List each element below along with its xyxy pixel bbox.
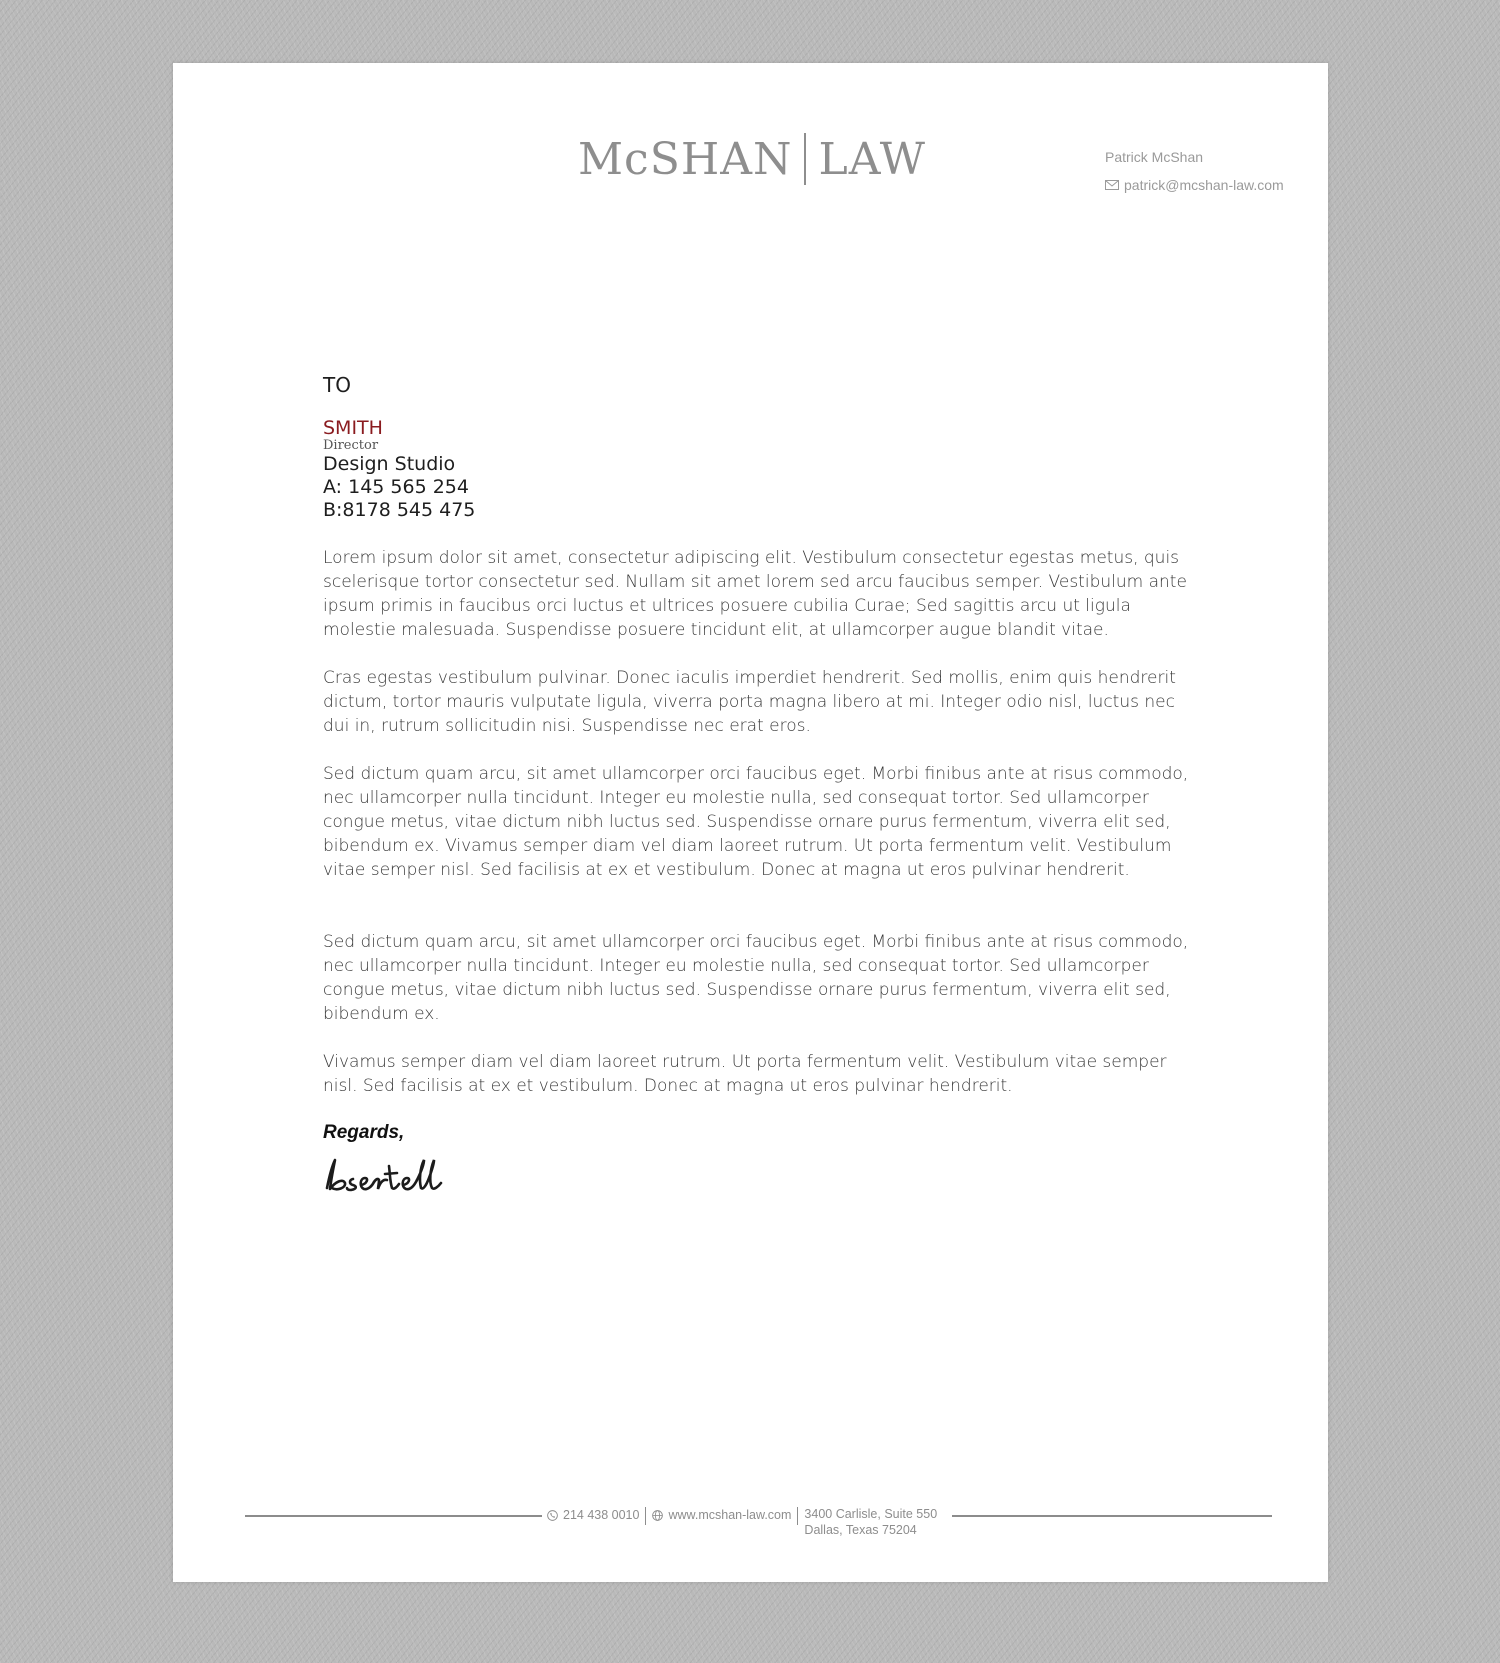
footer-phone <box>547 1505 639 1525</box>
footer-website <box>652 1505 791 1525</box>
recipient-company: Design Studio <box>323 453 456 475</box>
body-paragraph: Vivamus semper diam vel diam laoreet rutrum. Ut porta fermentum velit. Vestibulum vitae semper nisl. Sed facilisis at ex et vestibulum. Donec at magna ut eros pulvinar hendrerit. <box>323 1052 1167 1096</box>
handwritten-signature <box>323 1154 453 1194</box>
phone-icon <box>547 1510 558 1521</box>
globe-icon <box>652 1510 663 1521</box>
footer-address <box>804 1505 937 1538</box>
body-paragraph: Cras egestas vestibulum pulvinar. Donec iaculis imperdiet hendrerit. Sed mollis, enim quis hendrerit dictum, tortor mauris vulputate ligula, viverra porta magna libero at mi. Integer odio nisl, luctus nec dui in, rutrum sollicitudin nisi. Suspendisse nec erat eros. <box>323 668 1176 736</box>
contact-email[interactable]: patrick@mcshan-law.com <box>1124 177 1284 193</box>
footer-contact <box>547 1505 937 1545</box>
letter-body <box>323 546 1223 1098</box>
footer-rule-right <box>952 1515 1272 1517</box>
recipient-phone-a: A: 145 565 254 <box>323 476 469 498</box>
letterhead-page <box>173 63 1328 1582</box>
contact-email-row <box>1105 171 1284 199</box>
letter-footer <box>245 1505 1272 1545</box>
body-paragraph: Lorem ipsum dolor sit amet, consectetur adipiscing elit. Vestibulum consectetur egestas metus, quis scelerisque tortor consectetur sed. Nullam sit amet lorem sed arcu faucibus semper. Vestibulum ante ipsum primis in faucibus orci luctus et ultrices posuere cubilia Curae; Sed sagittis arcu ut ligula molestie malesuada. Suspendisse posuere tincidunt elit, at ullamcorper augue blandit vitae. <box>323 548 1187 640</box>
footer-divider <box>797 1507 798 1525</box>
recipient-block <box>323 417 1223 522</box>
body-paragraph: Sed dictum quam arcu, sit amet ullamcorper orci faucibus eget. Morbi finibus ante at risus commodo, nec ullamcorper nulla tincidunt. Integer eu molestie nulla, sed consequat tortor. Sed ullamcorper congue metus, vitae dictum nibh luctus sed. Suspendisse ornare purus fermentum, viverra elit sed, bibendum ex. <box>323 932 1189 1024</box>
footer-address-line1: 3400 Carlisle, Suite 550 <box>804 1507 938 1521</box>
contact-name: Patrick McShan <box>1105 149 1204 165</box>
recipient-name: SMITH <box>323 417 383 439</box>
recipient-title: Director <box>323 438 379 453</box>
letter-content <box>323 371 1223 1198</box>
to-label: TO <box>323 373 351 397</box>
logo-law: LAW <box>818 133 926 185</box>
logo-name: McSHAN <box>578 133 793 185</box>
footer-divider <box>645 1507 646 1525</box>
footer-phone-number[interactable]: 214 438 0010 <box>563 1508 640 1522</box>
body-paragraph: Sed dictum quam arcu, sit amet ullamcorper orci faucibus eget. Morbi finibus ante at risus commodo, nec ullamcorper nulla tincidunt. Integer eu molestie nulla, sed consequat tortor. Sed ullamcorper congue metus, vitae dictum nibh luctus sed. Suspendisse ornare purus fermentum, viverra elit sed, bibendum ex. Vivamus semper diam vel diam laoreet rutrum. Ut porta fermentum velit. Vestibulum vitae semper nisl. Sed facilisis at ex et vestibulum. Donec at magna ut eros pulvinar hendrerit. <box>323 764 1189 880</box>
firm-logo <box>578 129 926 189</box>
recipient-phone-b: B:8178 545 475 <box>323 499 476 521</box>
logo-divider <box>804 133 806 185</box>
footer-website-link[interactable]: www.mcshan-law.com <box>668 1508 792 1522</box>
header-contact <box>1105 143 1284 199</box>
envelope-icon <box>1105 180 1119 190</box>
closing-regards: Regards, <box>323 1122 405 1143</box>
footer-rule-left <box>245 1515 542 1517</box>
footer-address-line2: Dallas, Texas 75204 <box>804 1523 917 1537</box>
